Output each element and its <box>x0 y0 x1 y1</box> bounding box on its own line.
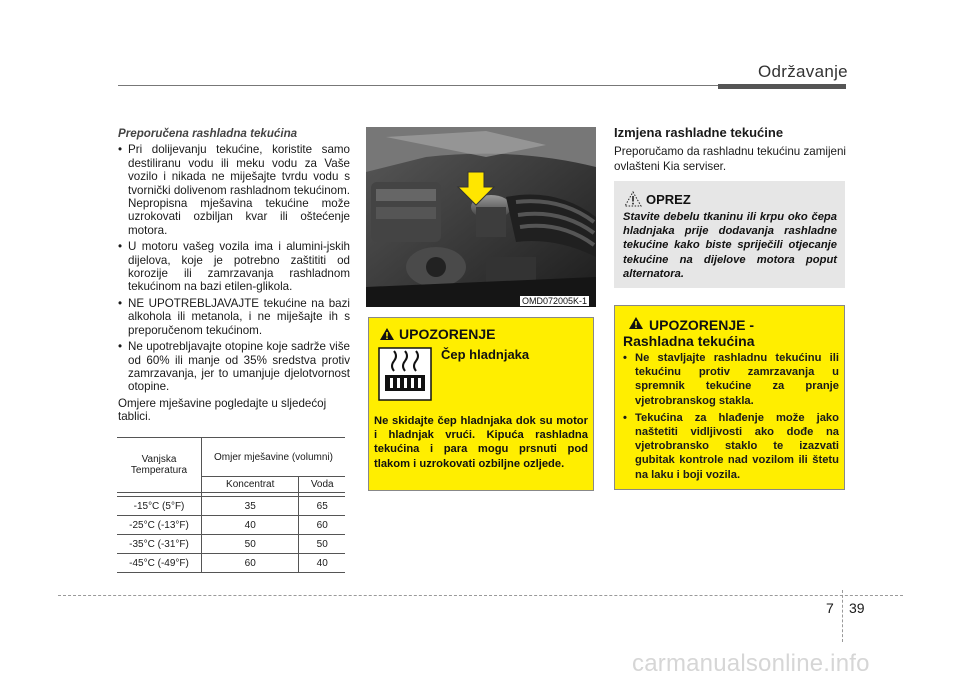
list-item: • NE UPOTREBLJAVAJTE tekućine na bazi alkohola ili metanola, i ne miješajte ih s preporučenom tekućinom. <box>118 297 350 337</box>
mixture-table <box>117 437 345 573</box>
mixture-paragraph: Omjere mješavine pogledajte u sljedećoj tablici. <box>118 396 327 424</box>
page-number: 39 <box>849 600 865 616</box>
warning-coolant-box <box>614 305 845 490</box>
header-bar <box>718 84 846 89</box>
warning-coolant-subtitle: Rashladna tekućina <box>623 333 755 349</box>
engine-illustration <box>366 127 596 307</box>
hot-radiator-icon <box>378 347 432 401</box>
list-item: • U motoru vašeg vozila ima i alumini-jskih dijelova, koje je potrebno zaštititi od korozije ili zamrzavanja rashladnom tekućinom na bazi etilen-glikola. <box>118 240 350 294</box>
warning-triangle-icon <box>379 327 395 341</box>
warning-coolant-list <box>621 351 839 485</box>
caution-text: Stavite debelu tkaninu ili krpu oko čepa hladnjaka prije dodavanja rashladne tekućine kako biste spriječili otjecanje tekućine na dijelove motora poput alternatora. <box>623 211 837 280</box>
list-item: • Tekućina za hlađenje može jako naštetiti vidljivosti ako dođe na vjetrobransko staklo te izazvati gubitak kontrole nad vozilom ili štetu na laku i boji vozila. <box>621 411 839 482</box>
warning-cap-title: UPOZORENJE <box>399 326 496 342</box>
table-header-ratio: Omjer mješavine (volumni) <box>202 438 346 477</box>
warning-cap-subtitle: Čep hladnjaka <box>441 347 530 362</box>
engine-photo <box>366 127 596 307</box>
table-header-temperature: Vanjska Temperatura <box>117 438 202 493</box>
recommended-coolant-subtitle: Preporučena rashladna tekućina <box>118 127 298 140</box>
image-code-label: OMD072005K-1 <box>522 296 588 306</box>
table-row: -25°C (-13°F) 40 60 <box>117 516 345 535</box>
table-header-concentrate: Koncentrat <box>202 477 299 493</box>
caution-box <box>614 181 845 288</box>
table-row: -15°C (5°F) 35 65 <box>117 497 345 516</box>
header-rule <box>118 85 718 86</box>
list-item: • Ne upotrebljavajte otopine koje sadrže više od 60% ili manje od 35% sredstva protiv zamrzavanja, jer to umanjuje djelotvornost otopine. <box>118 340 350 394</box>
warning-coolant-title: UPOZORENJE - <box>649 317 755 333</box>
section-title: Održavanje <box>758 62 848 81</box>
table-row: -35°C (-31°F) 50 50 <box>117 535 345 554</box>
replacement-text: Preporučamo da rashladnu tekućinu zamijeni ovlašteni Kia serviser. <box>614 145 847 173</box>
recommended-coolant-section <box>118 127 350 424</box>
list-item: • Pri dolijevanju tekućine, koristite samo destiliranu vodu ili meku vodu za Vaše vozilo i nikada ne miješajte tvrdu vodu s tvornički dolivenom rashladnom tekućinom. Nepropisna mješavina tekućine može uzrokovati ozbiljan kvar ili oštećenje motora. <box>118 143 350 237</box>
replacement-title: Izmjena rashladne tekućine <box>614 125 784 140</box>
footer-rule <box>58 595 903 596</box>
watermark: carmanualsonline.info <box>632 650 870 677</box>
list-item: • Ne stavljajte rashladnu tekućinu ili tekućinu protiv zamrzavanja u spremnik tekućine za pranje vjetrobranskog stakla. <box>621 351 839 408</box>
warning-cap-text: Ne skidajte čep hladnjaka dok su motor i hladnjak vrući. Kipuća rashladna tekućina i para mogu prsnuti pod tlakom i uzrokovati ozbiljne ozljede. <box>374 415 588 470</box>
recommended-coolant-list <box>118 143 350 393</box>
warning-radiator-cap-box <box>368 317 594 491</box>
footer-divider <box>842 590 843 642</box>
table-header-water: Voda <box>299 477 345 493</box>
table-row: -45°C (-49°F) 60 40 <box>117 554 345 573</box>
chapter-number: 7 <box>826 600 834 616</box>
caution-title: OPREZ <box>646 192 691 207</box>
warning-triangle-icon <box>628 316 644 330</box>
caution-triangle-icon <box>624 191 642 207</box>
